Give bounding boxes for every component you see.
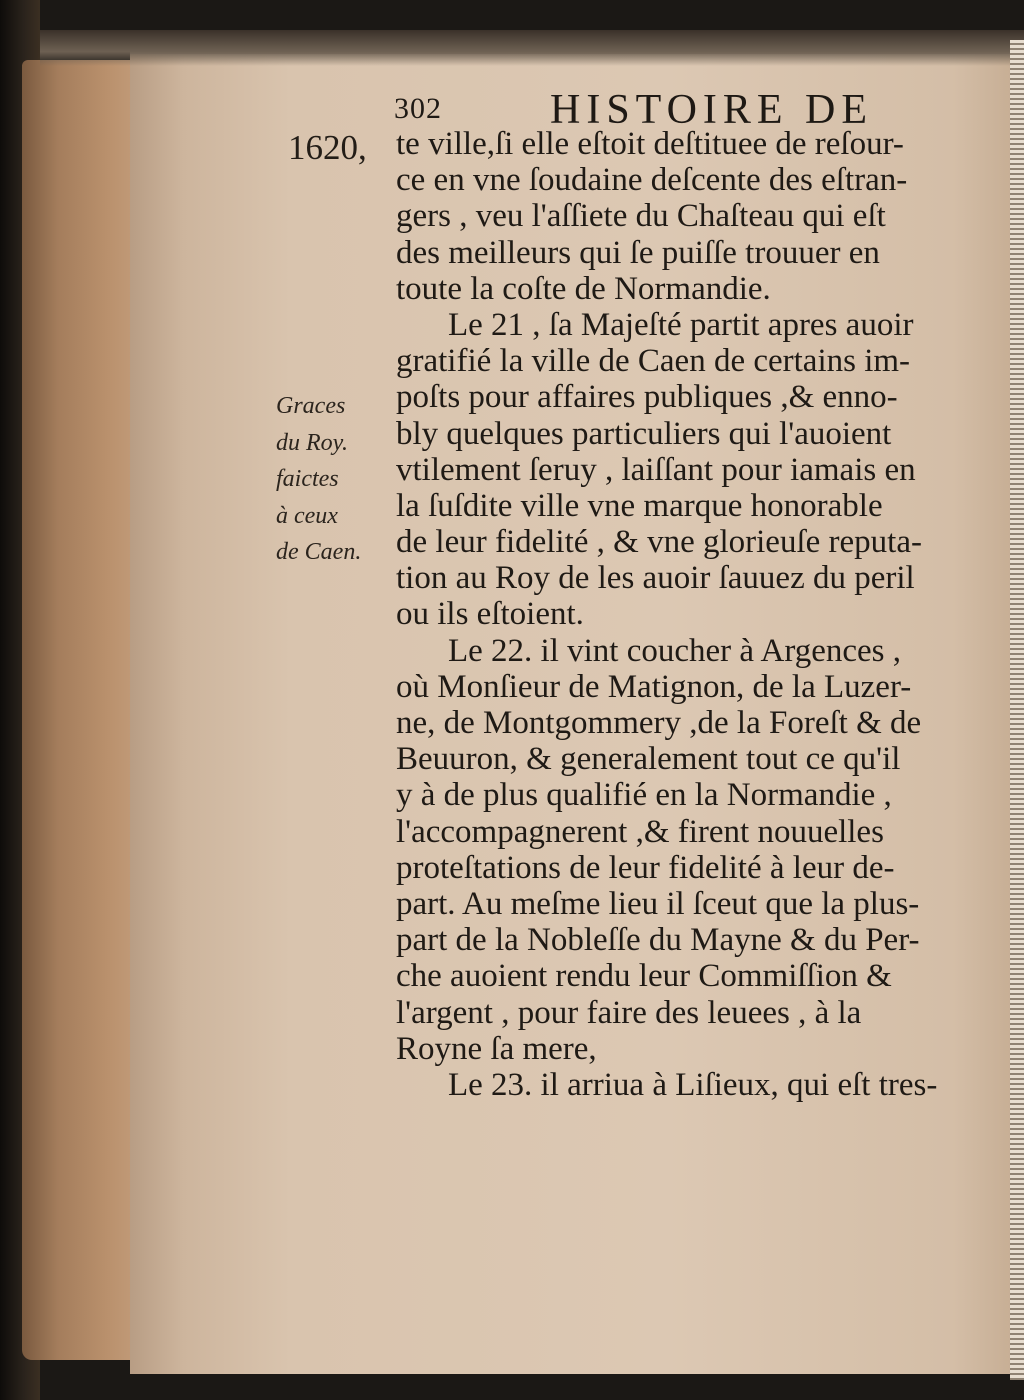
page-title: HISTOIRE DE	[550, 87, 874, 133]
text-line: Royne ſa mere,	[396, 1030, 597, 1067]
text-line: toute la coſte de Normandie.	[396, 270, 771, 307]
text-line: l'argent , pour faire des leuees , à la	[396, 994, 862, 1031]
margin-note-line: faictes	[276, 466, 339, 492]
text-line: bly quelques particuliers qui l'auoient	[396, 415, 892, 452]
margin-note-line: du Roy.	[276, 429, 348, 456]
margin-note-line: Graces	[276, 393, 346, 419]
text-line: de leur fidelité , & vne glorieuſe reputa-	[396, 524, 922, 561]
binding-gutter	[22, 60, 142, 1360]
paragraph-start-line: Le 22. il vint coucher à Argences ,	[448, 632, 901, 669]
text-line: l'accompagnerent ,& firent nouuelles	[396, 813, 884, 850]
text-line: Beuuron, & generalement tout ce qu'il	[396, 741, 901, 778]
text-line: poſts pour affaires publiques ,& enno-	[396, 379, 898, 416]
text-line: ce en vne ſoudaine deſcente des eſtran-	[396, 162, 908, 199]
text-line: ne, de Montgommery ,de la Foreſt & de	[396, 705, 922, 741]
margin-year: 1620,	[288, 128, 367, 167]
page-top-shadow	[40, 30, 1024, 66]
text-line: gratifié la ville de Caen de certains im-	[396, 343, 911, 380]
page-fore-edge	[1010, 40, 1024, 1380]
text-line: che auoient rendu leur Commiſſion &	[396, 958, 892, 995]
text-line: part. Au meſme lieu il ſceut que la plus-	[396, 885, 920, 922]
margin-note-line: à ceux	[276, 502, 338, 529]
text-line: la ſuſdite ville vne marque honorable	[396, 487, 883, 524]
text-line: vtilement ſeruy , laiſſant pour iamais en	[396, 451, 916, 488]
text-line: proteſtations de leur fidelité à leur de-	[396, 849, 895, 886]
text-line: part de la Nobleſſe du Mayne & du Per-	[396, 922, 920, 959]
text-line: gers , veu l'aſſiete du Chaſteau qui eſt	[396, 198, 886, 235]
margin-note-line: de Caen.	[276, 539, 362, 565]
text-line: ou ils eſtoient.	[396, 596, 584, 633]
text-line: te ville,ſi elle eſtoit deſtituee de reſour-	[396, 126, 904, 162]
text-line: tion au Roy de les auoir ſauuez du peril	[396, 560, 915, 597]
margin-note	[276, 388, 386, 571]
page-number: 302	[394, 92, 442, 125]
text-line: y à de plus qualifié en la Normandie ,	[396, 777, 892, 814]
paragraph-start-line: Le 21 , ſa Majeſté partit apres auoir	[448, 306, 914, 343]
text-line: des meilleurs qui ſe puiſſe trouuer en	[396, 234, 880, 271]
paragraph-start-line: Le 23. il arriua à Liſieux, qui eſt tres-	[448, 1066, 938, 1103]
text-line: où Monſieur de Matignon, de la Luzer-	[396, 668, 912, 705]
body-text	[396, 126, 1008, 1103]
